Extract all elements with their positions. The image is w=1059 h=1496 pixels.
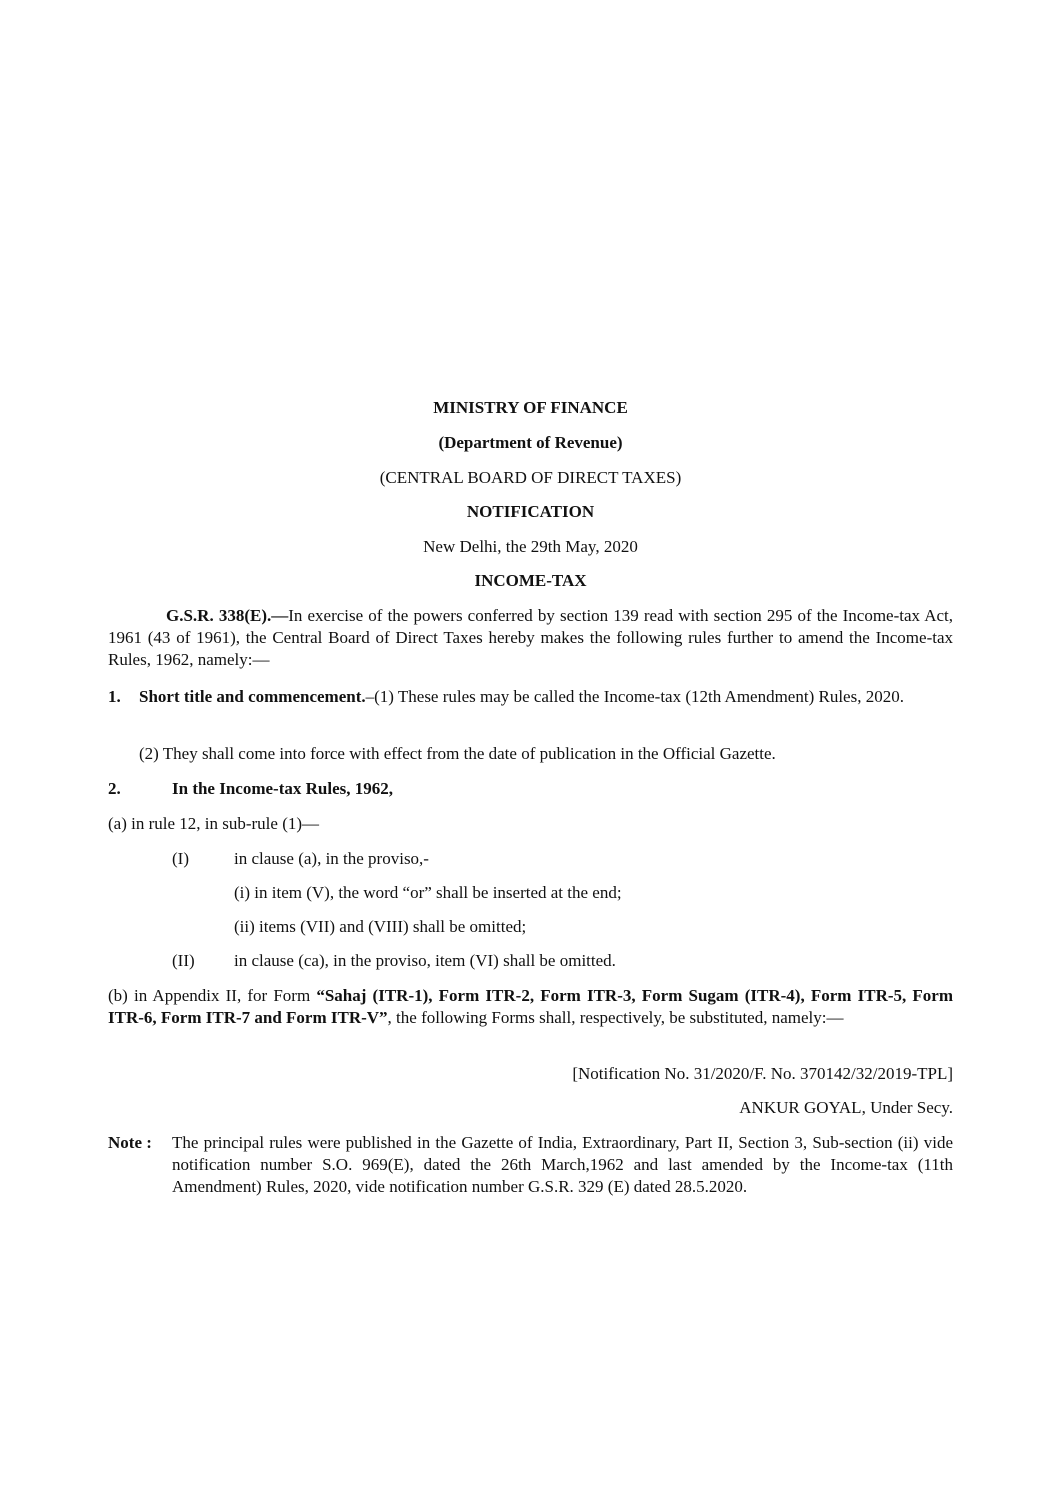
clause-a-intro: (a) in rule 12, in sub-rule (1)— (108, 814, 320, 833)
item-text: (ii) items (VII) and (VIII) shall be omitted; (234, 917, 527, 936)
item-number: (I) (172, 849, 189, 868)
board-heading: (CENTRAL BOARD OF DIRECT TAXES) (379, 468, 682, 487)
clause-b-paragraph (108, 985, 953, 1029)
notification-reference: [Notification No. 31/2020/F. No. 370142/32/2019-TPL] (572, 1064, 953, 1083)
note-label: Note : (108, 1133, 152, 1152)
rule1-sub2: (2) They shall come into force with effect from the date of publication in the Official Gazette. (139, 744, 776, 763)
signatory: ANKUR GOYAL, Under Secy. (739, 1098, 953, 1117)
preamble-paragraph (108, 605, 953, 671)
item-number: (II) (172, 951, 195, 970)
clause-b-suffix: , the following Forms shall, respectively, be substituted, namely:— (387, 1008, 844, 1027)
gsr-number: G.S.R. 338(E).— (166, 606, 289, 625)
rule2-heading: In the Income-tax Rules, 1962, (172, 779, 393, 798)
place-date: New Delhi, the 29th May, 2020 (423, 537, 638, 556)
preamble-text: In exercise of the powers conferred by section 139 read with section 295 of the Income-tax Act, 1961 (43 of 1961), the Central Board of Direct Taxes hereby makes the following rules further to amend the Income-tax Rules, 1962, namely:— (108, 606, 953, 669)
subject-heading: INCOME-TAX (474, 571, 587, 590)
notification-title: NOTIFICATION (466, 502, 595, 521)
item-text: in clause (ca), in the proviso, item (VI) shall be omitted. (234, 951, 616, 970)
ministry-heading: MINISTRY OF FINANCE (433, 398, 628, 417)
clause-b-prefix: (b) in Appendix II, for Form (108, 986, 317, 1005)
item-text: in clause (a), in the proviso,- (234, 849, 429, 868)
clause-b-forms: “Sahaj (ITR-1), Form ITR-2, Form ITR-3, Form Sugam (ITR-4), Form ITR-5, Form ITR-6, Form ITR-7 and Form ITR-V” (108, 986, 953, 1027)
rule1-number: 1. (108, 687, 121, 706)
item-text: (i) in item (V), the word “or” shall be inserted at the end; (234, 883, 622, 902)
rule2-number: 2. (108, 779, 121, 798)
rule1-text: –(1) These rules may be called the Income-tax (12th Amendment) Rules, 2020. (365, 687, 904, 706)
rule1-paragraph (139, 686, 953, 708)
rule1-heading: Short title and commencement. (139, 687, 366, 706)
department-heading: (Department of Revenue) (438, 433, 623, 452)
note-text: The principal rules were published in the Gazette of India, Extraordinary, Part II, Section 3, Sub-section (ii) vide notification number S.O. 969(E), dated the 26th March,1962 and last amended by the Income-tax (11th Amendment) Rules, 2020, vide notification number G.S.R. 329 (E) dated 28.5.2020. (172, 1133, 953, 1196)
